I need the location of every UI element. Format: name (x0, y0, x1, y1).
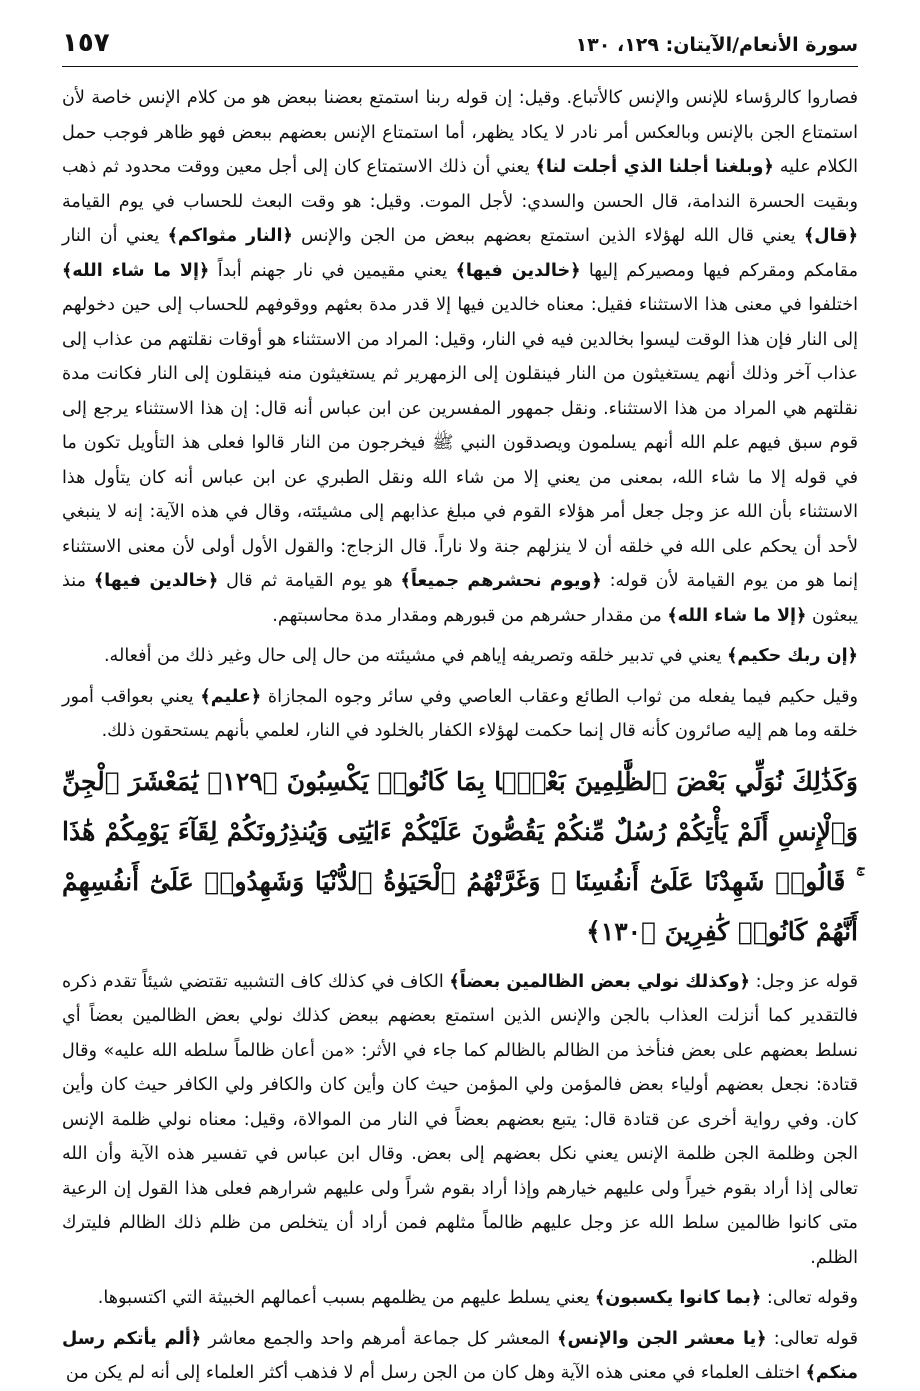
quran-quote: ﴿وكذلك نولي بعض الظالمين بعضاً﴾ (449, 971, 750, 992)
paragraph-text: الكاف في كذلك كاف التشبيه تقتضي شيئاً تقدم ذكره فالتقدير كما أنزلت العذاب بالجن والإنس الذين استمتع بعضهم ببعض كذلك نولي بعض الظالمين بعضاً أي نسلط بعضهم على بعض فنأخذ من الظالم بالظالم كما جاء في الأثر: «من أعان ظالماً سلطه الله عليه» وقال قتادة: نجعل بعضهم أولياء بعض فالمؤمن ولي المؤمن حيث كان وأين كان والكافر ولي الكافر حيث كان وأين كان. وفي رواية أخرى عن قتادة قال: يتبع بعضهم بعضاً في النار من الموالاة، وقيل: معناه نولي ظلمة الإنس الجن وظلمة الجن ظلمة الإنس يعني نكل بعضهم إلى بعض. وقال ابن عباس في تفسير هذه الآية وأن الله تعالى إذا أراد بقوم خيراً ولى عليهم خيارهم وإذا أراد بقوم شراً ولى عليهم شرارهم فعلى هذا القول إن الرعية متى كانوا ظالمين سلط الله عز وجل عليهم ظالماً مثلهم فمن أراد أن يتخلص من ظلم ذلك الظالم فليترك الظلم. (62, 971, 858, 1268)
quran-verse: وَكَذَٰلِكَ نُوَلِّي بَعْضَ ٱلظَّٰلِمِينَ بَعْضًۢا بِمَا كَانُوا۟ يَكْسِبُونَ ﴿١٢٩﴾ يَٰمَعْشَرَ ٱلْجِنِّ وَٱلْإِنسِ أَلَمْ يَأْتِكُمْ رُسُلٌ مِّنكُمْ يَقُصُّونَ عَلَيْكُمْ ءَايَٰتِى وَيُنذِرُونَكُمْ لِقَآءَ يَوْمِكُمْ هَٰذَا ۚ قَالُوا۟ شَهِدْنَا عَلَىٰٓ أَنفُسِنَا ۖ وَغَرَّتْهُمُ ٱلْحَيَوٰةُ ٱلدُّنْيَا وَشَهِدُوا۟ عَلَىٰٓ أَنفُسِهِمْ أَنَّهُمْ كَانُوا۟ كَٰفِرِينَ ﴿١٣٠﴾ (62, 766, 859, 946)
paragraph-text: من مقدار حشرهم من قبورهم ومقدار مدة محاسبتهم. (272, 605, 668, 626)
commentary-section-2 (62, 965, 858, 1391)
quran-quote: ﴿خالدين فيها﴾ (93, 571, 219, 591)
quran-quote: ﴿قال﴾ (804, 226, 859, 246)
paragraph-text: يعني في تدبير خلقه وتصريفه إياهم في مشيئته من حال إلى حال وغير ذلك من أفعاله. (103, 646, 728, 666)
page-body (62, 81, 858, 1391)
paragraph-text: يعني أن ذلك الاستمتاع كان إلى أجل معين ووقت محدود ثم ذهب وبقيت الحسرة الندامة، قال الحسن والسدي: لأجل الموت. وقيل: هو وقت البعث للحساب في يوم القيامة (62, 157, 858, 212)
paragraph-text: اختلف العلماء في معنى هذه الآية وهل كان من الجن رسل أم لا فذهب أكثر العلماء إلى أنه لم يكن من (65, 1363, 806, 1383)
quran-quote: ﴿خالدين فيها﴾ (455, 260, 581, 281)
paragraph-text: المعشر كل جماعة أمرهم واحد والجمع معاشر (201, 1328, 558, 1349)
paragraph-text: فصاروا كالرؤساء للإنس والإنس كالأتباع. وقيل: إن قوله ربنا استمتع بعضنا ببعض هو من كلام الإنس خاصة لأن استمتاع الجن بالإنس وبالعكس أمر نادر لا يكاد يظهر، أما استمتاع الإنس بعضهم ببعض فهو ظاهر فوجب حمل الكلام عليه (62, 88, 859, 177)
quran-quote: ﴿النار مثواكم﴾ (167, 226, 293, 246)
quran-quote: ﴿عليم﴾ (200, 686, 262, 707)
quran-quote: ﴿إلا ما شاء الله﴾ (667, 605, 807, 626)
commentary-paragraph (62, 965, 858, 1276)
paragraph-text: يعني قال الله لهؤلاء الذين استمتع بعضهم ببعض من الجن والإنس (292, 226, 804, 246)
paragraph-text: منذ يبعثون (62, 571, 858, 626)
paragraph-text: وقوله تعالى: (761, 1288, 858, 1308)
paragraph-text: وقيل حكيم فيما يفعله من ثواب الطائع وعقاب العاصي وفي سائر وجوه المجازاة (261, 686, 858, 707)
paragraph-text: يعني أن النار مقامكم ومقركم فيها ومصيركم إليها (62, 226, 858, 281)
paragraph-text: يعني يسلط عليهم من يظلمهم بسبب أعمالهم الخبيثة التي اكتسبوها. (97, 1288, 595, 1308)
paragraph-text: قوله عز وجل: (749, 971, 858, 992)
commentary-paragraph (62, 680, 858, 749)
quran-quote: ﴿يا معشر الجن والإنس﴾ (557, 1328, 767, 1349)
paragraph-text: يعني مقيمين في نار جهنم أبداً (209, 260, 456, 281)
paragraph-text: قوله تعالى: (766, 1328, 858, 1349)
paragraph-text: هو يوم القيامة ثم قال (218, 571, 401, 591)
page-number: ١٥٧ (62, 28, 110, 58)
paragraph-text: يعني بعواقب أمور خلقه وما هم إليه صائرون كأنه قال إنما حكمت لهؤلاء الكفار بالخلود في النار، لعلمي بأنهم يستحقون ذلك. (62, 686, 858, 741)
commentary-section-1 (62, 81, 858, 749)
commentary-paragraph (62, 639, 858, 674)
quran-quote: ﴿بما كانوا يكسبون﴾ (594, 1288, 762, 1308)
quran-quote: ﴿إن ربك حكيم﴾ (727, 646, 858, 666)
quran-quote: ﴿وبلغنا أجلنا الذي أجلت لنا﴾ (535, 157, 774, 177)
commentary-paragraph (62, 81, 858, 633)
page-header (62, 26, 858, 67)
surah-reference: سورة الأنعام/الآيتان: ١٢٩، ١٣٠ (575, 34, 858, 56)
quran-quote: ﴿ويوم نحشرهم جميعاً﴾ (400, 571, 602, 591)
quran-quote: ﴿إلا ما شاء الله﴾ (62, 260, 210, 281)
quran-quote: ﴿ألم يأتكم رسل منكم﴾ (62, 1328, 858, 1383)
commentary-paragraph (62, 1281, 858, 1316)
commentary-paragraph (62, 1322, 858, 1391)
paragraph-text: اختلفوا في معنى هذا الاستثناء فقيل: معناه خالدين فيها إلا قدر مدة بعثهم ووقوفهم للحساب إلى حين دخولهم إلى النار فإن هذا الوقت ليسوا بخالدين فيه في النار، وقيل: المراد من الاستثناء هو أوقات نقلتهم من عذاب إلى عذاب آخر وذلك أنهم يستغيثون من النار فينقلون إلى الزمهرير ثم يستغيثون منه فينقلون إلى النار فكانت مدة نقلتهم هي المراد من هذا الاستثناء. ونقل جمهور المفسرين عن ابن عباس أنه قال: إن هذا الاستثناء يرجع إلى قوم سبق فيهم علم الله أنهم يسلمون ويصدقون النبي ﷺ فيخرجون من النار قالوا فعلى هذ التأويل تكون ما في قوله إلا ما شاء الله، بمعنى من يعني إلا من شاء الله ونقل الطبري عن ابن عباس أنه كان يتأول هذا الاستثناء بأن الله عز وجل جعل أمر هؤلاء القوم في مبلغ عذابهم إلى مشيئته، وقال في هذه الآية: إنه لا ينبغي لأحد أن يحكم على الله في خلقه أن لا ينزلهم جنة ولا ناراً. قال الزجاج: والقول الأول أولى لأن معنى الاستثناء إنما هو من يوم القيامة لأن قوله: (62, 295, 858, 591)
